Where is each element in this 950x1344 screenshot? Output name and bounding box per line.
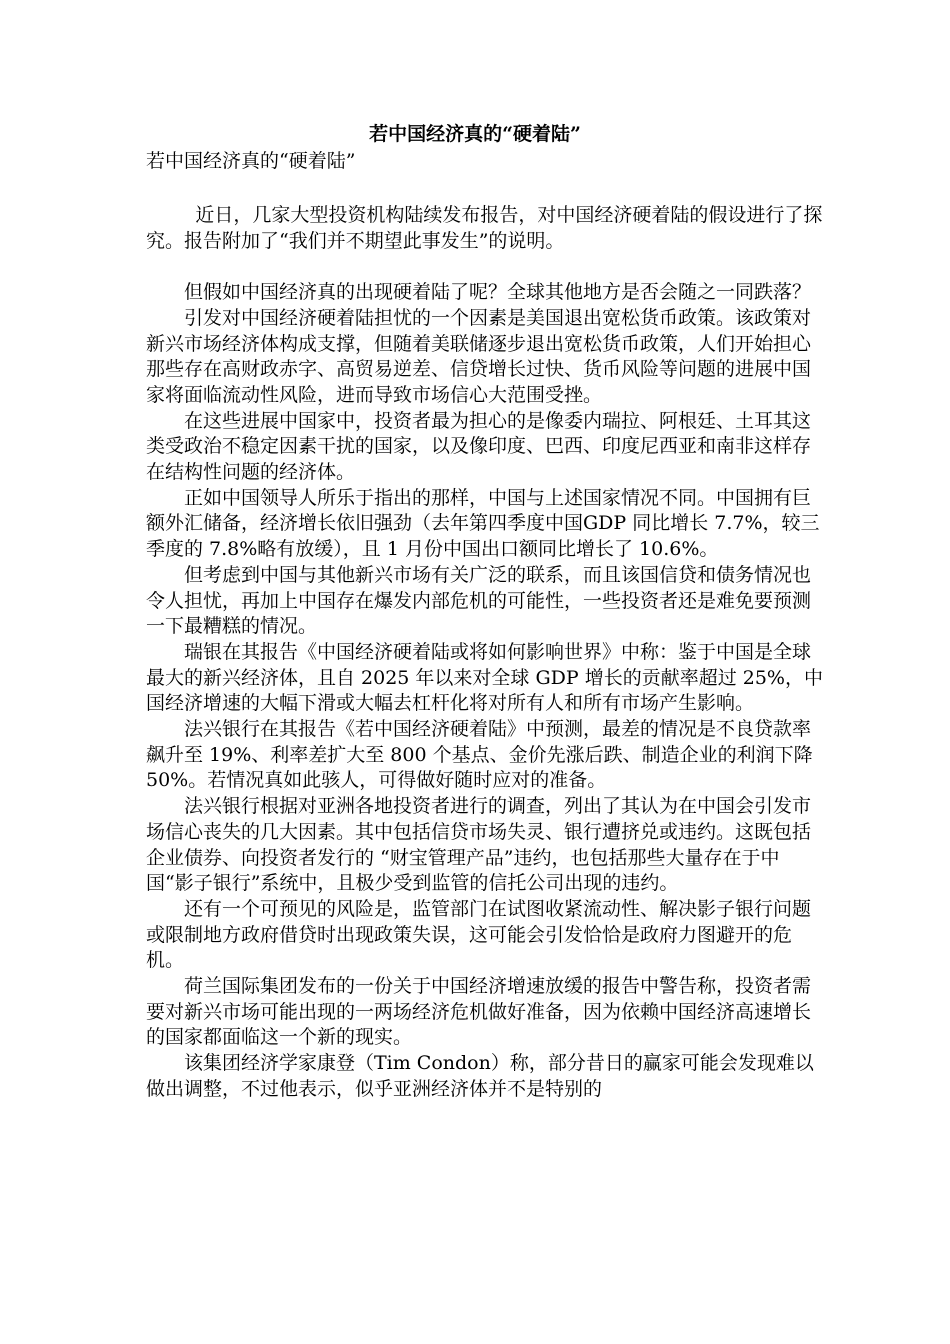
paragraph-china-strength: 正如中国领导人所乐于指出的那样，中国与上述国家情况不同。中国拥有巨额外汇储备，经济增长依旧强劲（去年第四季度中国GDP 同比增长 7.7%，较三季度的 7.8%略有放缓），且 1 月份中国出口额同比增长了 10.6%。 — [146, 486, 820, 561]
paragraph-condon: 该集团经济学家康登（Tim Condon）称，部分昔日的赢家可能会发现难以做出调整，不过他表示，似乎亚洲经济体并不是特别的 — [146, 1052, 814, 1100]
paragraph-policy-risk: 还有一个可预见的风险是，监管部门在试图收紧流动性、解决影子银行问题或限制地方政府借贷时出现政策失误，这可能会引发恰恰是政府力图避开的危机。 — [146, 897, 812, 972]
document-subtitle: 若中国经济真的“硬着陆” — [146, 150, 356, 172]
paragraph-ing-report: 荷兰国际集团发布的一份关于中国经济增速放缓的报告中警告称，投资者需要对新兴市场可能出现的一两场经济危机做好准备，因为依赖中国经济高速增长的国家都面临这一个新的现实。 — [146, 975, 812, 1049]
paragraph-ubs-report: 瑞银在其报告《中国经济硬着陆或将如何影响世界》中称：鉴于中国是全球最大的新兴经济体，且自 2025 年以来对全球 GDP 增长的贡献率超过 25%，中国经济增速的大幅下滑或大幅去杠杆化将对所有人和所有市场产生影响。 — [146, 640, 823, 715]
paragraph-worst-case: 但考虑到中国与其他新兴市场有关广泛的联系，而且该国信贷和债务情况也令人担忧，再加上中国存在爆发内部危机的可能性，一些投资者还是难免要预测一下最糟糕的情况。 — [146, 563, 812, 638]
paragraph-socgen-survey: 法兴银行根据对亚洲各地投资者进行的调查，列出了其认为在中国会引发市场信心丧失的几大因素。其中包括信贷市场失灵、银行遭挤兑或违约。这既包括企业债券、向投资者发行的 “财宝管理产品”违约，也包括那些大量存在于中国“影子银行”系统中，且极少受到监管的信托公司出现的违约。 — [146, 795, 812, 895]
paragraph-intro: 近日，几家大型投资机构陆续发布报告，对中国经济硬着陆的假设进行了探究。报告附加了“我们并不期望此事发生”的说明。 — [146, 204, 823, 252]
document-title: 若中国经济真的“硬着陆” — [369, 123, 581, 145]
paragraph-developing-countries: 在这些进展中国家中，投资者最为担心的是像委内瑞拉、阿根廷、土耳其这类受政治不稳定因素干扰的国家，以及像印度、巴西、印度尼西亚和南非这样存在结构性问题的经济体。 — [146, 409, 812, 484]
paragraph-us-policy: 引发对中国经济硬着陆担忧的一个因素是美国退出宽松货币政策。该政策对新兴市场经济体构成支撑，但随着美联储逐步退出宽松货币政策，人们开始担心那些存在高财政赤字、高贸易逆差、信贷增长过快、货币风险等问题的进展中国家将面临流动性风险，进而导致市场信心大范围受挫。 — [146, 306, 812, 406]
paragraph-socgen-forecast: 法兴银行在其报告《若中国经济硬着陆》中预测，最差的情况是不良贷款率飙升至 19%、利率差扩大至 800 个基点、金价先涨后跌、制造企业的利润下降 50%。若情况真如此骇人，可得做好随时应对的准备。 — [146, 718, 813, 792]
paragraph-question: 但假如中国经济真的出现硬着陆了呢？全球其他地方是否会随之一同跌落？ — [184, 281, 812, 304]
document-body — [146, 203, 826, 1103]
